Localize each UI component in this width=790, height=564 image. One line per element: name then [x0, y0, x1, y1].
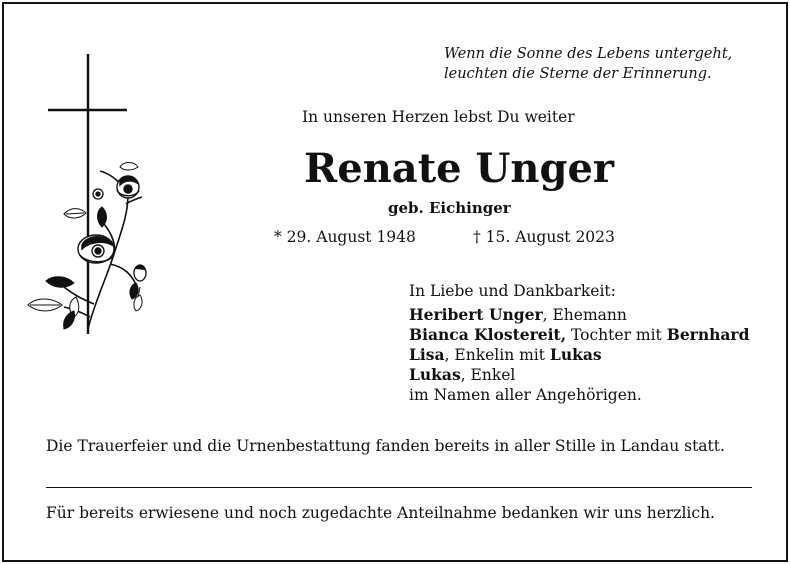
mourners-intro: In Liebe und Dankbarkeit:: [409, 282, 616, 300]
service-note: Die Trauerfeier und die Urnenbestattung fanden bereits in aller Stille in Landau statt.: [46, 437, 725, 455]
remembrance-line: In unseren Herzen lebst Du weiter: [302, 108, 575, 126]
mourner-row: [409, 305, 779, 325]
mourner-relation: , Ehemann: [542, 306, 627, 324]
mourner-row: [409, 325, 779, 345]
motto-line: leuchten die Sterne der Erinnerung.: [444, 66, 712, 82]
motto-quote: [444, 44, 774, 84]
mourner-name: Lisa: [409, 345, 445, 364]
cross-with-flowers-icon: [24, 49, 184, 339]
mourner-partner-name: Bernhard: [666, 325, 750, 344]
thanks-note: Für bereits erwiesene und noch zugedachte Anteilnahme bedanken wir uns herzlich.: [46, 504, 715, 522]
mourners-list: [409, 281, 779, 405]
mourner-name: Lukas: [409, 365, 461, 384]
death-date: † 15. August 2023: [473, 228, 615, 246]
mourner-partner-name: Lukas: [549, 345, 602, 364]
mourner-row: [409, 365, 779, 385]
divider: [46, 487, 752, 488]
mourner-row: [409, 345, 779, 365]
motto-line: Wenn die Sonne des Lebens untergeht,: [444, 46, 733, 62]
mourner-name: Heribert Unger: [409, 305, 543, 324]
deceased-name: Renate Unger: [304, 145, 614, 192]
birth-name: geb. Eichinger: [388, 199, 511, 217]
obituary-card: [2, 2, 788, 562]
mourner-relation: , Enkel: [460, 366, 516, 384]
mourner-name: Bianca Klostereit,: [409, 325, 567, 344]
birth-date: * 29. August 1948: [274, 228, 416, 246]
mourner-relation: , Enkelin mit: [444, 346, 550, 364]
mourner-relation: Tochter mit: [566, 326, 667, 344]
mourners-closing: im Namen aller Angehörigen.: [409, 386, 642, 404]
